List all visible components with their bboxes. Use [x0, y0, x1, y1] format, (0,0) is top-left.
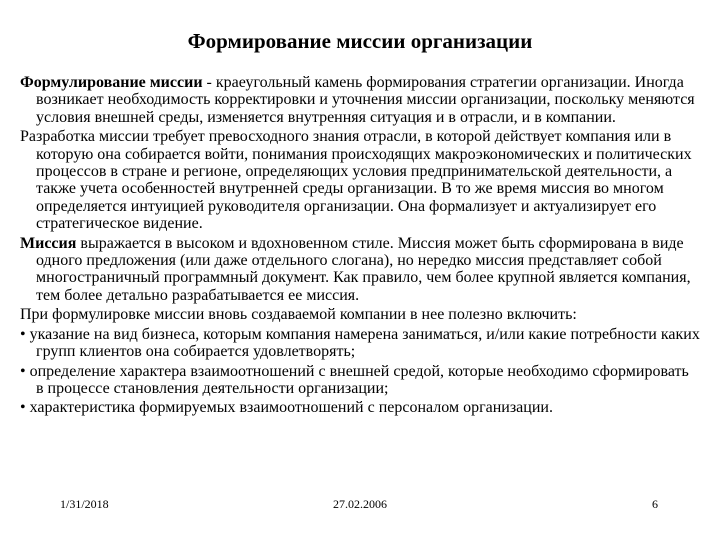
bullet-business-type	[20, 326, 700, 361]
slide-title: Формирование миссии организации	[187, 29, 533, 53]
paragraph-lead: Формулирование миссии	[20, 74, 203, 91]
bullet-text: • характеристика формируемых взаимоотношений с персоналом организации.	[20, 399, 553, 417]
paragraph-mission-development	[20, 128, 700, 232]
paragraph-text: При формулировке миссии вновь создаваемой компании в нее полезно включить:	[20, 306, 577, 324]
paragraph-text: - краеугольный камень формирования стратегии организации. Иногда возникает необходимость корректировки и уточнения миссии организации, поскольку меняются условия внешней среды, изменяется внутренняя ситуация и в отрасли, и в компании.	[36, 74, 695, 126]
footer-date: 1/31/2018	[60, 497, 109, 511]
paragraph-mission-definition	[20, 74, 700, 126]
paragraph-new-company-intro	[20, 306, 700, 323]
footer-center-date: 27.02.2006	[333, 497, 387, 511]
slide-body	[20, 74, 700, 419]
bullet-personnel-relations	[20, 399, 700, 416]
bullet-text: • определение характера взаимоотношений с внешней средой, которые необходимо сформировать в процессе становления деятельности организации;	[20, 362, 689, 397]
paragraph-lead: Миссия	[20, 234, 77, 252]
paragraph-text: выражается в высоком и вдохновенном стиле. Миссия может быть сформирована в виде одного предложения (или даже отдельного слогана), но нередко миссия представляет собой многостраничный программный документ. Как правило, чем более крупной является компания, тем более детально разрабатывается ее миссия.	[36, 234, 691, 304]
bullet-text: • указание на вид бизнеса, которым компания намерена заниматься, и/или какие потребности каких групп клиентов она собирается удовлетворять;	[20, 325, 700, 361]
paragraph-mission-style	[20, 235, 700, 305]
paragraph-text: Разработка миссии требует превосходного знания отрасли, в которой действует компания или в которую она собирается войти, понимания происходящих макроэкономических и политических процессов в стране и регионе, определяющих условия предпринимательской деятельности, а также учета особенностей внутренней среды организации. В то же время миссия во многом определяется интуицией руководителя организации. Она формализует и актуализирует его стратегическое видение.	[20, 128, 692, 233]
footer-page-number: 6	[652, 497, 658, 511]
bullet-external-relations	[20, 363, 700, 398]
